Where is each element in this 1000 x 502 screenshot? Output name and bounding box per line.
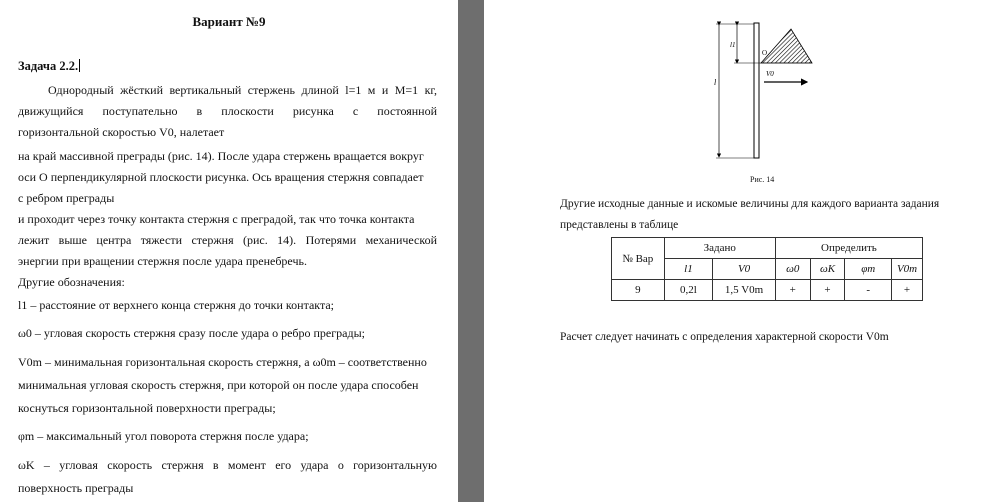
definition-wk: поверхность преграды — [18, 481, 134, 495]
table-row — [612, 280, 923, 301]
cell-phi: - — [845, 280, 892, 301]
page-gap — [458, 0, 484, 502]
label-l: l — [714, 78, 717, 87]
header-phi: φm — [861, 263, 876, 275]
given-header: Задано — [664, 238, 775, 259]
intro-line: представлены в таблице — [560, 219, 679, 231]
text-cursor — [79, 59, 80, 72]
find-header: Определить — [775, 238, 922, 259]
label-v0: V0 — [766, 70, 774, 78]
paragraph-line: оси О перпендикулярной плоскости рисунка. Ось вращения стержня совпадает — [18, 170, 424, 184]
header-w0: ω0 — [786, 263, 800, 275]
paragraph-line: с ребром преграды — [18, 191, 115, 205]
definition-phi: φm – максимальный угол поворота стержня после удара; — [18, 429, 309, 443]
paragraph-line: и проходит через точку контакта стержня с преградой, так что точка контакта — [18, 212, 415, 226]
cell-v0m: + — [892, 280, 923, 301]
paragraph-line: энергии при вращении стержня после удара пренебречь. — [18, 254, 307, 268]
header-v0m: V0m — [896, 263, 918, 275]
paragraph-line: Однородный жёсткий вертикальный стержень длиной l=1 м и M=1 кг, — [48, 83, 437, 97]
figure-caption: Рис. 14 — [750, 175, 775, 184]
paragraph-line: лежит выше центра тяжести стержня (рис. 14). Потерями механической — [18, 233, 437, 247]
intro-line: Другие исходные данные и искомые величины для каждого варианта задания — [560, 198, 940, 210]
definition-v0m: минимальная угловая скорость стержня, при которой он после удара способен — [18, 378, 419, 392]
cell-v0: 1,5 V0m — [713, 280, 776, 301]
variant-table — [611, 237, 923, 301]
notation-heading: Другие обозначения: — [18, 275, 125, 289]
label-o: O — [762, 49, 768, 57]
cell-w0: + — [775, 280, 810, 301]
figure-14 — [704, 15, 834, 165]
cell-wk: + — [810, 280, 845, 301]
obstacle — [761, 29, 812, 63]
task-heading[interactable]: Задача 2.2. — [18, 59, 79, 73]
cell-var: 9 — [612, 280, 665, 301]
rod — [754, 23, 759, 158]
label-l1: l1 — [730, 41, 736, 49]
right-page — [484, 0, 1000, 502]
header-wk: ωK — [819, 263, 836, 275]
cell-l1: 0,2l — [664, 280, 713, 301]
paragraph-line: на край массивной преграды (рис. 14). После удара стержень вращается вокруг — [18, 149, 424, 163]
paragraph-line: горизонтальной скоростью V0, налетает — [18, 125, 225, 139]
definition-l1: l1 – расстояние от верхнего конца стержня до точки контакта; — [18, 298, 335, 312]
header-v0: V0 — [737, 263, 751, 275]
paragraph-line: движущийся поступательно в плоскости рисунка с постоянной — [18, 104, 437, 118]
calculation-note: Расчет следует начинать с определения характерной скорости V0m — [560, 331, 889, 343]
definition-v0m: V0m – минимальная горизонтальная скорость стержня, а ω0m – соответственно — [18, 355, 427, 369]
left-page — [0, 0, 458, 502]
header-l1: l1 — [684, 263, 693, 275]
definition-w0: ω0 – угловая скорость стержня сразу после удара о ребро преграды; — [18, 326, 366, 340]
definition-v0m: коснуться горизонтальной поверхности преграды; — [18, 401, 276, 415]
variant-title: Вариант №9 — [192, 14, 266, 29]
col-var-header: № Вар — [612, 238, 665, 280]
definition-wk: ωK – угловая скорость стержня в момент его удара о горизонтальную — [18, 458, 437, 472]
